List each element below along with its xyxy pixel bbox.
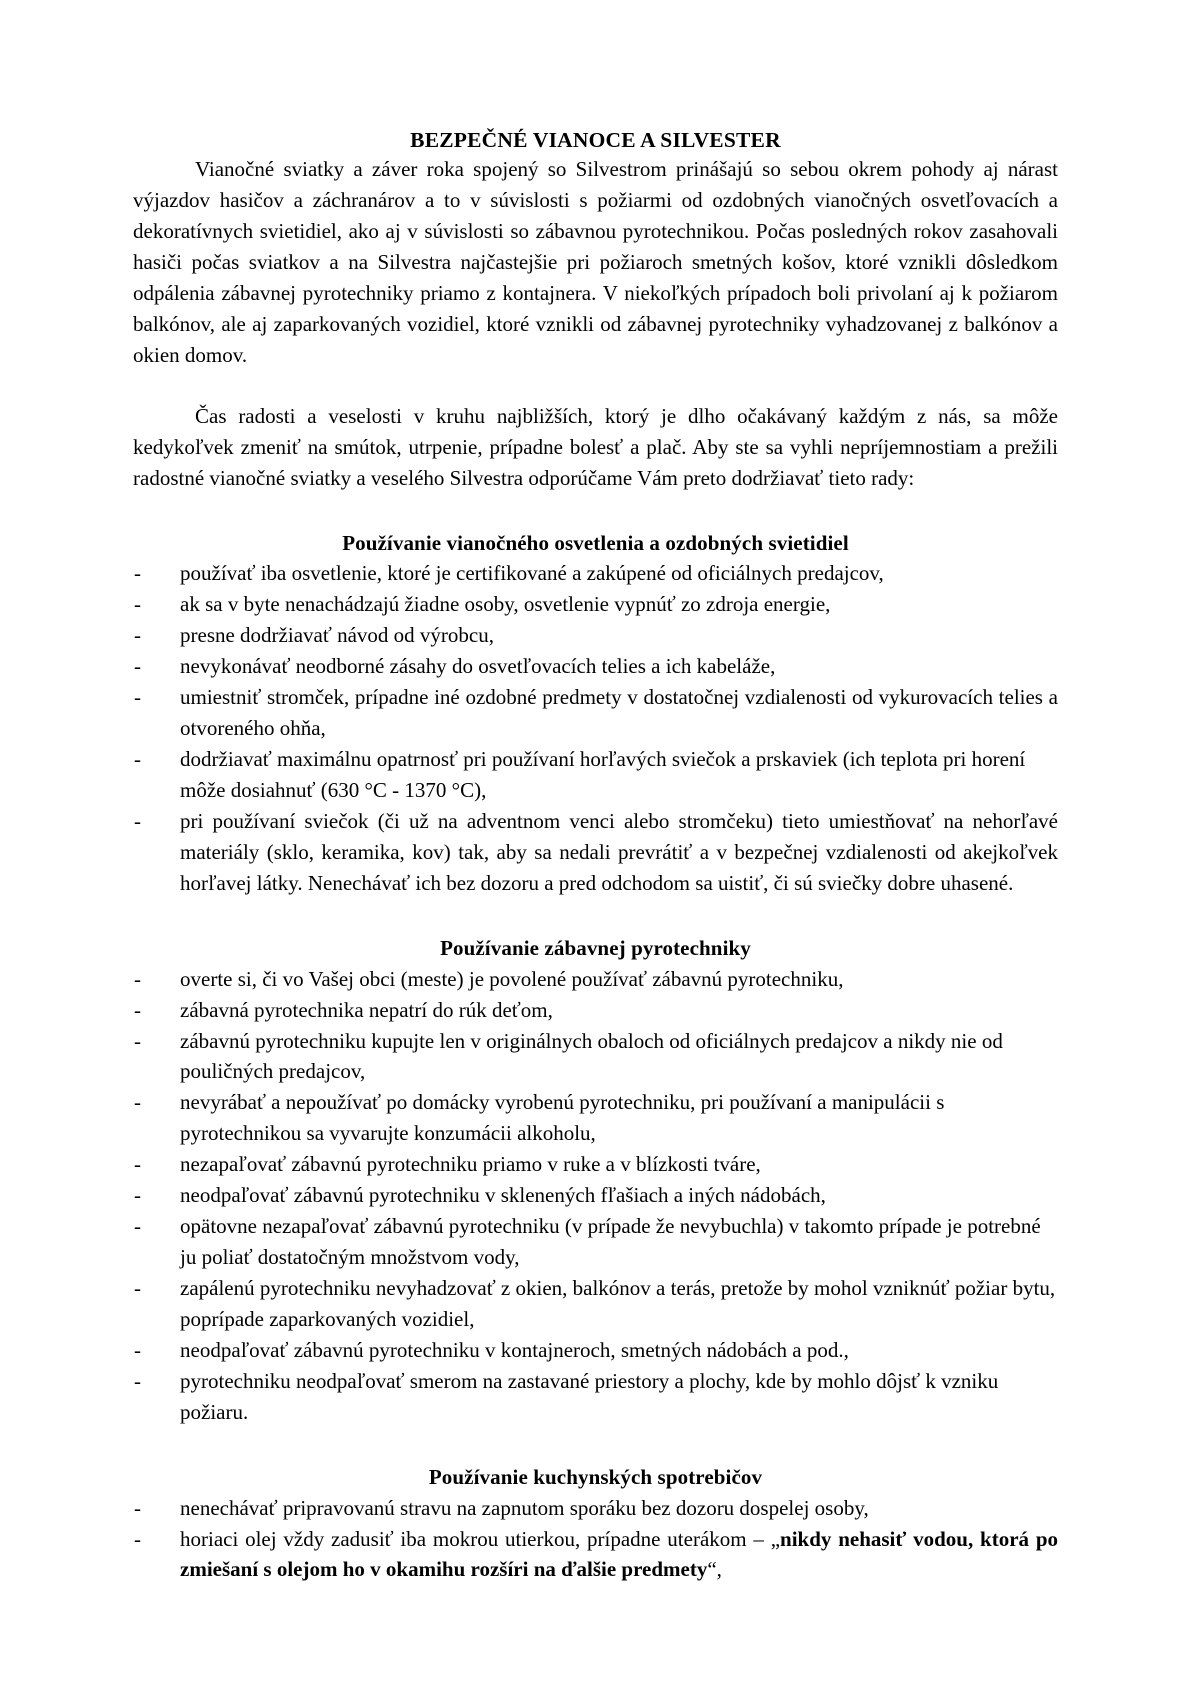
list-item	[133, 1149, 1058, 1180]
bullet-dash-icon: -	[134, 623, 141, 648]
bullet-dash-icon: -	[134, 747, 141, 772]
rules-list-kitchen	[133, 1493, 1058, 1586]
list-item-text: presne dodržiavať návod od výrobcu,	[180, 623, 494, 648]
list-item	[133, 620, 1058, 651]
bullet-dash-icon: -	[134, 1526, 141, 1551]
list-item-text: ak sa v byte nenachádzajú žiadne osoby, osvetlenie vypnúť zo zdroja energie,	[180, 592, 831, 617]
list-item	[133, 1087, 1058, 1149]
list-item	[133, 1493, 1058, 1524]
list-item	[133, 1335, 1058, 1366]
list-item	[133, 682, 1058, 744]
rules-list-pyrotechnics	[133, 964, 1058, 1429]
list-item-text: zapálenú pyrotechniku nevyhadzovať z okien, balkónov a terás, pretože by mohol vzniknúť požiar bytu, poprípade zaparkovaných vozidiel,	[180, 1276, 1056, 1332]
list-item-text: overte si, či vo Vašej obci (meste) je povolené používať zábavnú pyrotechniku,	[180, 966, 844, 991]
list-item-text: nezapaľovať zábavnú pyrotechniku priamo v ruke a v blízkosti tváre,	[180, 1152, 761, 1177]
intro-paragraph-1: Vianočné sviatky a záver roka spojený so Silvestrom prinášajú so sebou okrem pohody aj nárast výjazdov hasičov a záchranárov a to v súvislosti s požiarmi od ozdobných vianočných osvetľovacích a dekoratívnych svietidiel, ako aj v súvislosti so zábavnou pyrotechnikou. Počas posledných rokov zasahovali hasiči počas sviatkov a na Silvestra najčastejšie pri požiaroch smetných košov, ktoré vznikli dôsledkom odpálenia zábavnej pyrotechniky priamo z kontajnera. V niekoľkých prípadoch boli privolaní aj k požiarom balkónov, ale aj zaparkovaných vozidiel, ktoré vznikli od zábavnej pyrotechniky vyhadzovanej z balkónov a okien domov.	[133, 157, 1058, 368]
list-item	[133, 1366, 1058, 1428]
bullet-dash-icon: -	[134, 1152, 141, 1177]
page-title: BEZPEČNÉ VIANOCE A SILVESTER	[410, 128, 781, 152]
bullet-dash-icon: -	[134, 1090, 141, 1115]
bullet-dash-icon: -	[134, 1495, 141, 1520]
list-item-text: neodpaľovať zábavnú pyrotechniku v kontajneroch, smetných nádobách a pod.,	[180, 1338, 849, 1363]
list-item	[133, 558, 1058, 589]
bullet-dash-icon: -	[134, 809, 141, 834]
list-item	[133, 1026, 1058, 1088]
list-item-text: pyrotechniku neodpaľovať smerom na zastavané priestory a plochy, kde by mohlo dôjsť k vzniku požiaru.	[180, 1369, 999, 1425]
list-item-text: nenechávať pripravovanú stravu na zapnutom sporáku bez dozoru dospelej osoby,	[180, 1495, 869, 1520]
rich-bold-emphasis: nikdy nehasiť vodou, ktorá po zmiešaní s olejom ho v okamihu rozšíri na ďalšie predmety	[180, 1526, 1059, 1582]
bullet-dash-icon: -	[134, 1028, 141, 1053]
list-item-text: neodpaľovať zábavnú pyrotechniku v sklenených fľašiach a iných nádobách,	[180, 1183, 826, 1208]
bullet-dash-icon: -	[134, 654, 141, 679]
list-item	[133, 651, 1058, 682]
list-item-text: opätovne nezapaľovať zábavnú pyrotechniku (v prípade že nevybuchla) v takomto prípade je potrebné ju poliať dostatočným množstvom vody,	[180, 1214, 1041, 1270]
section-heading-lighting: Používanie vianočného osvetlenia a ozdobných svietidiel	[342, 531, 849, 556]
list-item	[133, 806, 1058, 899]
bullet-dash-icon: -	[134, 592, 141, 617]
paragraph-spacer	[133, 371, 1058, 401]
list-item-text-rich	[180, 1524, 1058, 1586]
intro-paragraph-2: Čas radosti a veselosti v kruhu najbližších, ktorý je dlho očakávaný každým z nás, sa môže kedykoľvek zmeniť na smútok, utrpenie, prípadne bolesť a plač. Aby ste sa vyhli nepríjemnostiam a prežili radostné vianočné sviatky a veselého Silvestra odporúčame Vám preto dodržiavať tieto rady:	[133, 404, 1058, 491]
bullet-dash-icon: -	[134, 966, 141, 991]
list-item	[133, 1273, 1058, 1335]
bullet-dash-icon: -	[134, 1183, 141, 1208]
section-heading-kitchen-appliances: Používanie kuchynských spotrebičov	[428, 1465, 763, 1490]
list-item	[133, 964, 1058, 995]
bullet-dash-icon: -	[134, 1369, 141, 1394]
bullet-dash-icon: -	[134, 1276, 141, 1301]
list-item	[133, 1524, 1058, 1586]
list-item-text: zábavnú pyrotechniku kupujte len v originálnych obaloch od oficiálnych predajcov a nikdy nie od pouličných predajcov,	[180, 1028, 1003, 1084]
rich-suffix: “,	[707, 1557, 722, 1582]
list-item-text: dodržiavať maximálnu opatrnosť pri používaní horľavých sviečok a prskaviek (ich teplota pri horení môže dosiahnuť (630 °C - 1370 °C),	[180, 747, 1026, 803]
bullet-dash-icon: -	[134, 561, 141, 586]
list-item-text: pri používaní sviečok (či už na adventnom venci alebo stromčeku) tieto umiestňovať na nehorľavé materiály (sklo, keramika, kov) tak, aby sa nedali prevrátiť a v bezpečnej vzdialenosti od akejkoľvek horľavej látky. Nenechávať ich bez dozoru a pred odchodom sa uistiť, či sú sviečky dobre uhasené.	[180, 809, 1058, 896]
bullet-dash-icon: -	[134, 997, 141, 1022]
list-item	[133, 1180, 1058, 1211]
list-item	[133, 1211, 1058, 1273]
list-item-text: zábavná pyrotechnika nepatrí do rúk deťom,	[180, 997, 553, 1022]
bullet-dash-icon: -	[134, 1214, 141, 1239]
list-item-text: nevykonávať neodborné zásahy do osvetľovacích telies a ich kabeláže,	[180, 654, 776, 679]
list-item	[133, 589, 1058, 620]
bullet-dash-icon: -	[134, 685, 141, 710]
bullet-dash-icon: -	[134, 1338, 141, 1363]
section-spacer-3	[133, 1428, 1058, 1462]
list-item-text: nevyrábať a nepoužívať po domácky vyrobenú pyrotechniku, pri používaní a manipulácii s pyrotechnikou sa vyvarujte konzumácii alkoholu,	[180, 1090, 945, 1146]
section-spacer-2	[133, 899, 1058, 933]
section-heading-pyrotechnics: Používanie zábavnej pyrotechniky	[440, 936, 751, 961]
rules-list-lighting	[133, 558, 1058, 899]
list-item-text: používať iba osvetlenie, ktoré je certifikované a zakúpené od oficiálnych predajcov,	[180, 561, 884, 586]
list-item	[133, 744, 1058, 806]
section-spacer-1	[133, 494, 1058, 528]
rich-prefix: horiaci olej vždy zadusiť iba mokrou utierkou, prípadne uterákom – „	[180, 1526, 781, 1551]
list-item	[133, 995, 1058, 1026]
list-item-text: umiestniť stromček, prípadne iné ozdobné predmety v dostatočnej vzdialenosti od vykurovacích telies a otvoreného ohňa,	[180, 685, 1058, 741]
